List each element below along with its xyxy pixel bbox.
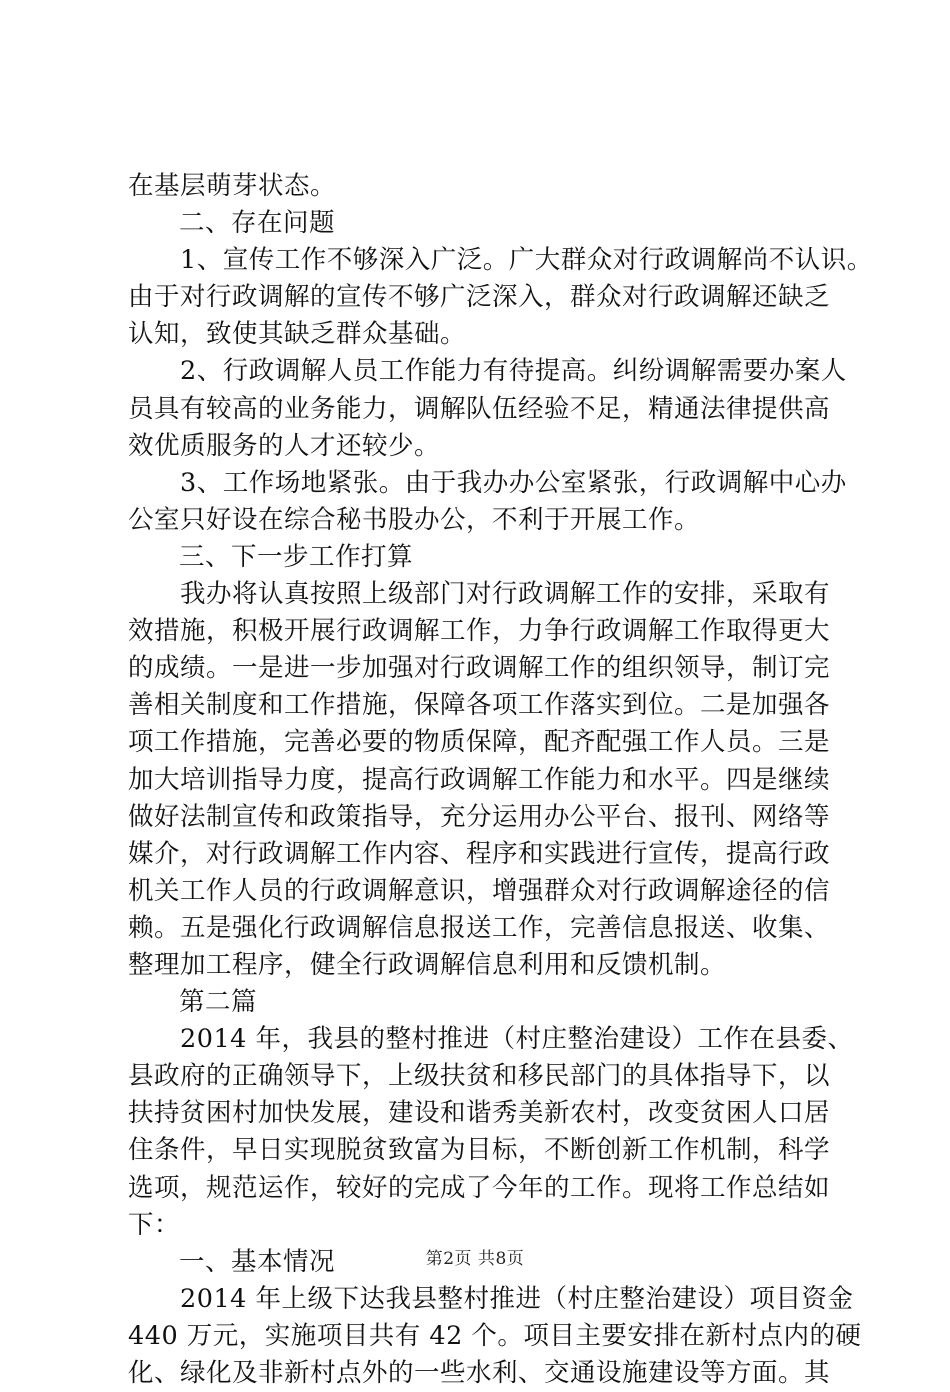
text-line: 化、绿化及非新村点外的一些水利、交通设施建设等方面。其 (128, 1358, 831, 1388)
text-line: 认知，致使其缺乏群众基础。 (128, 319, 467, 350)
text-line: 善相关制度和工作措施，保障各项工作落实到位。二是加强各 (128, 690, 831, 721)
text-line: 的成绩。一是进一步加强对行政调解工作的组织领导，制订完 (128, 653, 831, 684)
text-line: 机关工作人员的行政调解意识，增强群众对行政调解途径的信 (128, 875, 831, 906)
text-line: 效措施，积极开展行政调解工作，力争行政调解工作取得更大 (128, 616, 831, 647)
text-line: 2、行政调解人员工作能力有待提高。纠纷调解需要办案人 (128, 356, 847, 387)
text-line: 下： (128, 1209, 181, 1240)
text-line: 项工作措施，完善必要的物质保障，配齐配强工作人员。三是 (128, 727, 831, 758)
document-body (128, 168, 873, 1392)
page-number-footer: 第2页 共8页 (425, 1249, 525, 1269)
text-line: 媒介，对行政调解工作内容、程序和实践进行宣传，提高行政 (128, 838, 831, 869)
text-line: 选项，规范运作，较好的完成了今年的工作。现将工作总结如 (128, 1172, 831, 1203)
text-line: 员具有较高的业务能力，调解队伍经验不足，精通法律提供高 (128, 393, 831, 424)
section-heading: 二、存在问题 (179, 208, 336, 239)
text-line: 1、宣传工作不够深入广泛。广大群众对行政调解尚不认识。 (128, 245, 873, 276)
text-line: 2014 年上级下达我县整村推进（村庄整治建设）项目资金 (128, 1283, 854, 1314)
text-line: 扶持贫困村加快发展，建设和谐秀美新农村，改变贫困人口居 (128, 1098, 831, 1129)
text-line: 公室只好设在综合秘书股办公，不利于开展工作。 (128, 504, 701, 535)
text-line: 我办将认真按照上级部门对行政调解工作的安排，采取有 (128, 579, 831, 610)
text-line: 2014 年，我县的整村推进（村庄整治建设）工作在县委、 (128, 1024, 854, 1055)
text-line: 住条件，早日实现脱贫致富为目标，不断创新工作机制，科学 (128, 1135, 831, 1166)
text-line: 由于对行政调解的宣传不够广泛深入，群众对行政调解还缺乏 (128, 282, 831, 313)
text-line: 县政府的正确领导下，上级扶贫和移民部门的具体指导下，以 (128, 1061, 831, 1092)
section-heading: 第二篇 (179, 987, 258, 1018)
text-line: 做好法制宣传和政策指导，充分运用办公平台、报刊、网络等 (128, 801, 831, 832)
text-line: 整理加工程序，健全行政调解信息利用和反馈机制。 (128, 949, 727, 980)
text-line: 440 万元，实施项目共有 42 个。项目主要安排在新村点内的硬 (128, 1320, 862, 1351)
text-line: 效优质服务的人才还较少。 (128, 430, 441, 461)
text-line: 赖。五是强化行政调解信息报送工作，完善信息报送、收集、 (128, 912, 831, 943)
text-line: 在基层萌芽状态。 (128, 171, 337, 201)
text-line: 3、工作场地紧张。由于我办办公室紧张，行政调解中心办 (128, 467, 847, 498)
text-line: 加大培训指导力度，提高行政调解工作能力和水平。四是继续 (128, 764, 831, 795)
section-heading: 三、下一步工作打算 (179, 541, 414, 572)
section-heading: 一、基本情况 (179, 1246, 336, 1277)
